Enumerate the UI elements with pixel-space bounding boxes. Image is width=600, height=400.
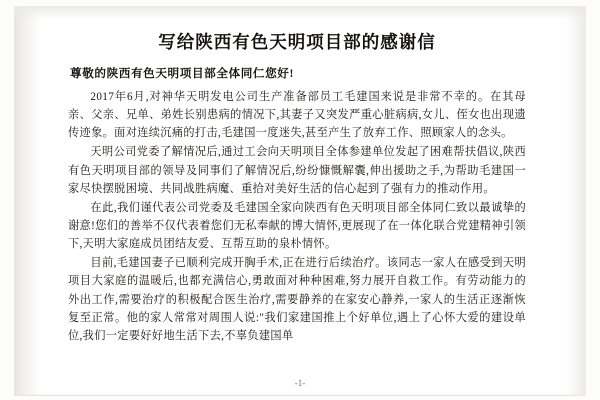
page-title: 写给陕西有色天明项目部的感谢信 [158, 32, 436, 52]
page-number: -1- [294, 378, 306, 388]
paragraph-2: 天明公司党委了解情况后,通过工会向天明项目全体参建单位发起了困难帮扶倡议,陕西有色天明项目部的领导及同事们了解情况后,纷纷慷慨解囊,伸出援助之手,为帮助毛建国一家尽快摆脱困境、共同战胜病魔、重拾对美好生活的信心起到了强有力的推动作用。 [68, 146, 526, 195]
letter-body [40, 16, 560, 396]
paragraph-1: 2017年6月,对神华天明发电公司生产准备部员工毛建国来说是非常不幸的。在其母亲、父亲、兄单、弟姓长别患病的情况下,其妻子又突发严重心脏病病,女儿、侄女也出现遗传迹象。面对连续沉痛的打击,毛建国一度迷失,甚至产生了放弃工作、照顾家人的念头。 [68, 91, 526, 140]
paragraph-4: 目前,毛建国妻子已顺利完成开胸手术,正在进行后续治疗。该同志一家人在感受到天明项目大家庭的温暖后,也都充满信心,勇敢面对种种困难,努力展开自救工作。有劳动能力的外出工作,需要治疗的积极配合医生治疗,需要静养的在家安心静养,一家人的生活正逐渐恢复至正常。他的家人常常对周围人说:"我们家建国推上个好单位,遇上了心怀大爱的建设单位,我们一定要好好地生活下去,不辜负建国单 [68, 257, 526, 342]
paragraph-3: 在此,我们谨代表公司党委及毛建国全家向陕西有色天明项目部全体同仁致以最诚挚的谢意!您们的善举不仅代表着您们无私奉献的博大情怀,更展现了在一体化联合党建精神引领下,天明大家庭成员团结友爱、互帮互助的泉朴情怀。 [68, 201, 526, 251]
salutation: 尊敬的陕西有色天明项目部全体同仁您好! [70, 67, 294, 80]
